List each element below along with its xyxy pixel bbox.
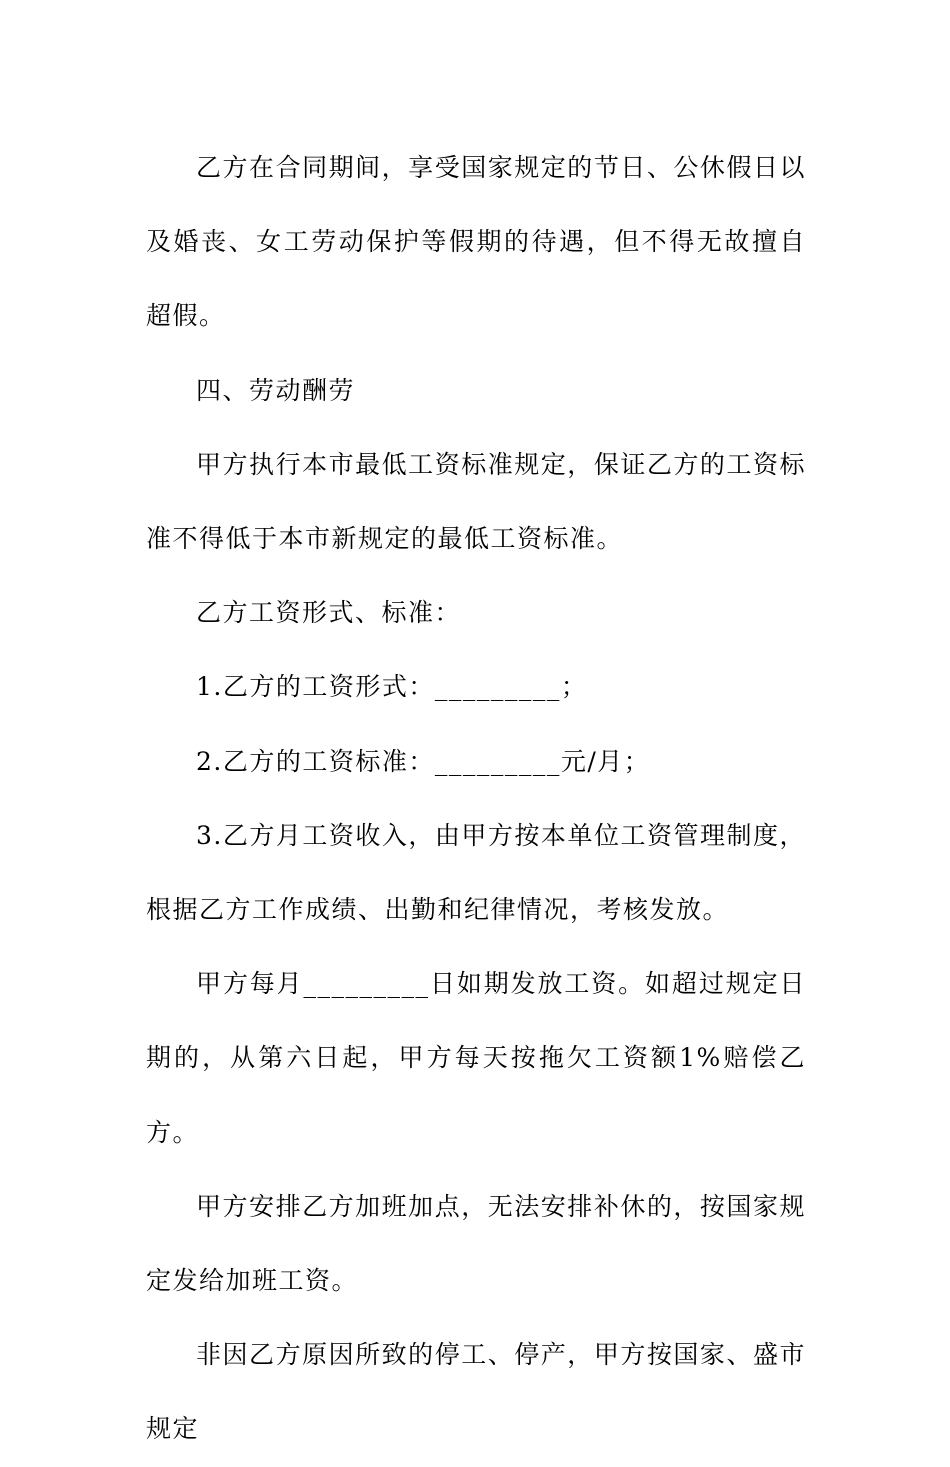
paragraph-minimum-wage: 甲方执行本市最低工资标准规定，保证乙方的工资标准不得低于本市新规定的最低工资标准。 [146, 449, 806, 554]
document-body [146, 131, 806, 1467]
paragraph-pay-date: 甲方每月_________日如期发放工资。如超过规定日期的，从第六日起，甲方每天按拖欠工资额1%赔偿乙方。 [146, 969, 806, 1147]
item-wage-form: 1.乙方的工资形式：_________； [196, 672, 588, 702]
paragraph-wage-form-standard: 乙方工资形式、标准： [196, 598, 462, 628]
section-heading-remuneration: 四、劳动酬劳 [196, 375, 356, 405]
paragraph-overtime: 甲方安排乙方加班加点，无法安排补休的，按国家规定发给加班工资。 [146, 1191, 806, 1296]
paragraph-holidays: 乙方在合同期间，享受国家规定的节日、公休假日以及婚丧、女工劳动保护等假期的待遇，但不得无故擅自超假。 [146, 153, 806, 331]
item-monthly-income: 3.乙方月工资收入，由甲方按本单位工资管理制度，根据乙方工作成绩、出勤和纪律情况，考核发放。 [146, 820, 806, 925]
paragraph-work-stoppage: 非因乙方原因所致的停工、停产，甲方按国家、盛市规定 [146, 1340, 806, 1444]
item-wage-standard: 2.乙方的工资标准：_________元/月； [196, 746, 651, 776]
